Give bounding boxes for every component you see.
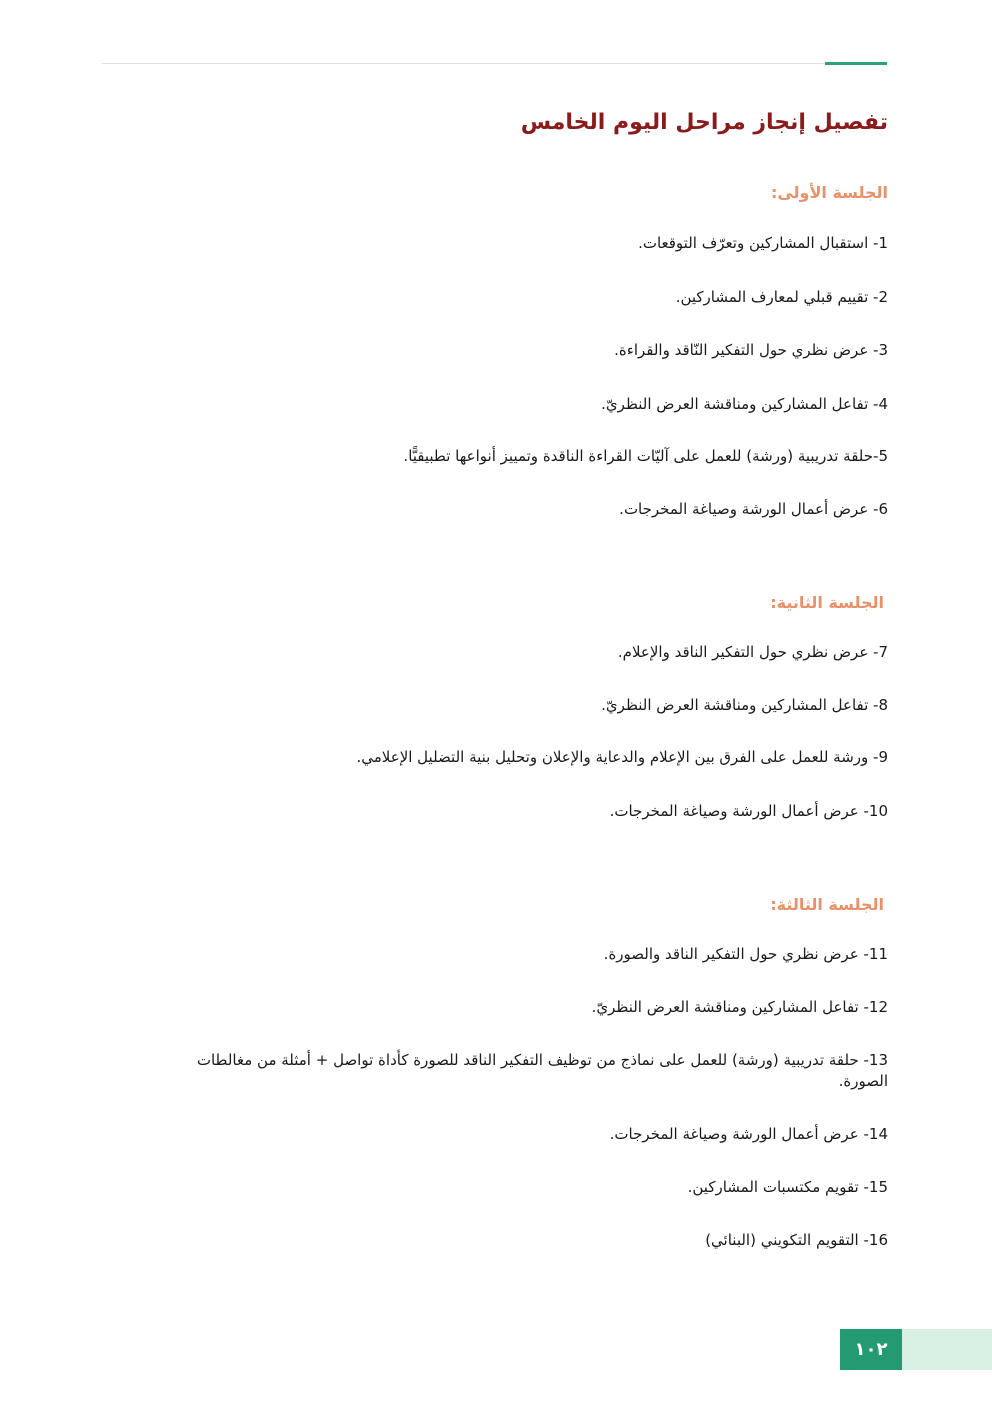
session-2-heading: الجلسة الثانية:: [770, 593, 884, 612]
session-1-item-2: 2- تقييم قبلي لمعارف المشاركين.: [675, 288, 888, 306]
session-2-item-8: 8- تفاعل المشاركين ومناقشة العرض النظريّ.: [601, 696, 888, 714]
session-3-item-16: 16- التقويم التكويني (البنائي): [705, 1231, 888, 1249]
top-divider-line: [102, 63, 887, 64]
session-2-item-10: 10- عرض أعمال الورشة وصياغة المخرجات.: [609, 802, 888, 820]
top-accent-bar: [825, 62, 887, 65]
page-number: ١٠٢: [840, 1329, 902, 1370]
session-3-item-14: 14- عرض أعمال الورشة وصياغة المخرجات.: [609, 1125, 888, 1143]
session-1-item-4: 4- تفاعل المشاركين ومناقشة العرض النظريّ.: [601, 395, 888, 413]
session-3-item-12: 12- تفاعل المشاركين ومناقشة العرض النظريّ.: [591, 998, 888, 1016]
session-3-heading: الجلسة الثالثة:: [770, 895, 884, 914]
session-3-item-11: 11- عرض نظري حول التفكير الناقد والصورة.: [603, 945, 888, 963]
session-3-item-15: 15- تقويم مكتسبات المشاركين.: [687, 1178, 888, 1196]
session-1-item-1: 1- استقبال المشاركين وتعرّف التوقعات.: [638, 234, 888, 252]
session-3-item-13: 13- حلقة تدريبية (ورشة) للعمل على نماذج من توظيف التفكير الناقد للصورة كأداة تواصل + أمثلة من مغالطات الصورة.: [196, 1051, 888, 1090]
page-title: تفصيل إنجاز مراحل اليوم الخامس: [520, 110, 888, 135]
session-1-item-6: 6- عرض أعمال الورشة وصياغة المخرجات.: [619, 500, 888, 518]
session-2-item-9: 9- ورشة للعمل على الفرق بين الإعلام والدعاية والإعلان وتحليل بنية التضليل الإعلامي.: [356, 748, 888, 766]
session-1-heading: الجلسة الأولى:: [770, 183, 888, 202]
page-number-band: [902, 1329, 992, 1370]
session-1-item-5: 5-حلقة تدريبية (ورشة) للعمل على آليّات القراءة الناقدة وتمييز أنواعها تطبيقيًّا.: [403, 447, 888, 465]
session-2-item-7: 7- عرض نظري حول التفكير الناقد والإعلام.: [617, 643, 888, 661]
session-1-item-3: 3- عرض نظري حول التفكير النّاقد والقراءة.: [614, 341, 888, 359]
